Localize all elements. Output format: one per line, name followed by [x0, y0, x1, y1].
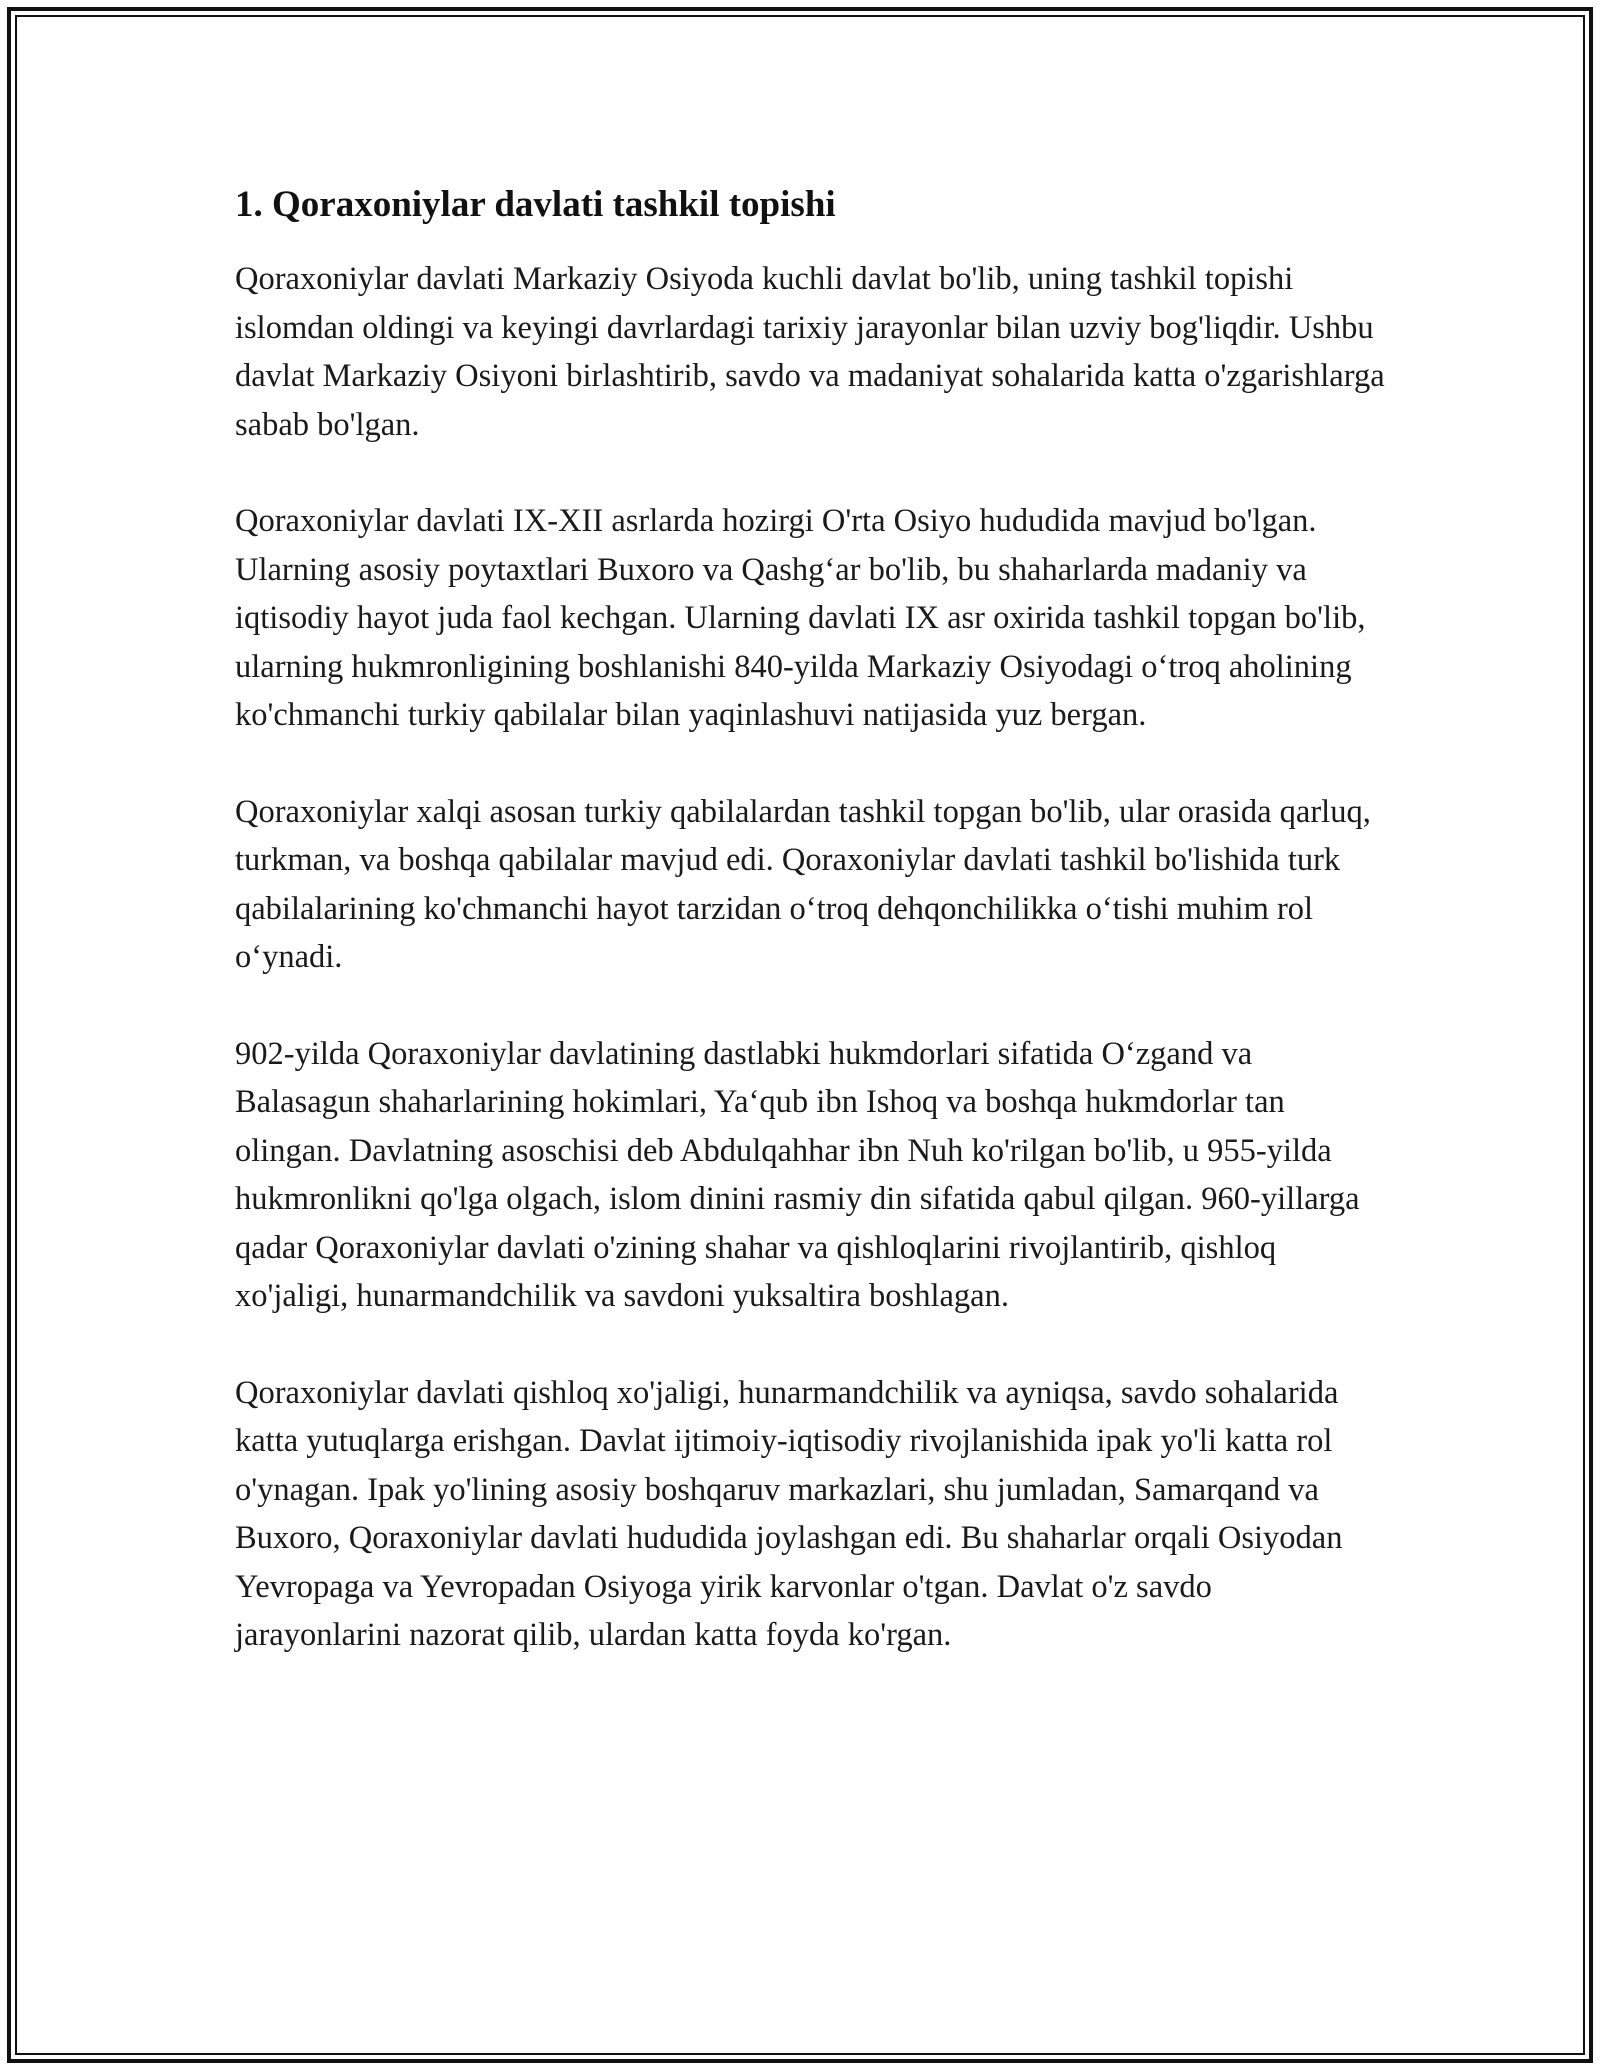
paragraph-rulers: 902-yilda Qoraxoniylar davlatining dastlabki hukmdorlari sifatida O‘zgand va Balasagun shaharlarining hokimlari, Ya‘qub ibn Ishoq va boshqa hukmdorlar tan olingan. Davlatning asoschisi deb Abdulqahhar ibn Nuh ko'rilgan bo'lib, u 955-yilda hukmronlikni qo'lga olgach, islom dinini rasmiy din sifatida qabul qilgan. 960-yillarga qadar Qoraxoniylar davlati o'zining shahar va qishloqlarini rivojlantirib, qishloq xo'jaligi, hunarmandchilik va savdoni yuksaltira boshlagan. [235, 1035, 1360, 1315]
paragraph-economy: Qoraxoniylar davlati qishloq xo'jaligi, hunarmandchilik va ayniqsa, savdo sohalarida katta yutuqlarga erishgan. Davlat ijtimoiy-iqtisodiy rivojlanishida ipak yo'li katta rol o'ynagan. Ipak yo'lining asosiy boshqaruv markazlari, shu jumladan, Samarqand va Buxoro, Qoraxoniylar davlati hududida joylashgan edi. Bu shaharlar orqali Osiyodan Yevropaga va Yevropadan Osiyoga yirik karvonlar o'tgan. Davlat o'z savdo jarayonlarini nazorat qilib, ulardan katta foyda ko'rgan. [235, 1374, 1343, 1654]
section-heading: 1. Qoraxoniylar davlati tashkil topishi [235, 184, 836, 225]
document-body [235, 183, 1385, 1708]
paragraph-history: Qoraxoniylar davlati IX-XII asrlarda hozirgi O'rta Osiyo hududida mavjud bo'lgan. Ularning asosiy poytaxtlari Buxoro va Qashg‘ar bo'lib, bu shaharlarda madaniy va iqtisodiy hayot juda faol kechgan. Ularning davlati IX asr oxirida tashkil topgan bo'lib, ularning hukmronligining boshlanishi 840-yilda Markaziy Osiyodagi o‘troq aholining ko'chmanchi turkiy qabilalar bilan yaqinlashuvi natijasida yuz bergan. [235, 503, 1366, 734]
paragraph-tribes: Qoraxoniylar xalqi asosan turkiy qabilalardan tashkil topgan bo'lib, ular orasida qarluq, turkman, va boshqa qabilalar mavjud edi. Qoraxoniylar davlati tashkil bo'lishida turk qabilalarining ko'chmanchi hayot tarzidan o‘troq dehqonchilikka o‘tishi muhim rol o‘ynadi. [235, 793, 1371, 976]
paragraph-intro: Qoraxoniylar davlati Markaziy Osiyoda kuchli davlat bo'lib, uning tashkil topishi islomdan oldingi va keyingi davrlardagi tarixiy jarayonlar bilan uzviy bog'liqdir. Ushbu davlat Markaziy Osiyoni birlashtirib, savdo va madaniyat sohalarida katta o'zgarishlarga sabab bo'lgan. [235, 261, 1385, 443]
